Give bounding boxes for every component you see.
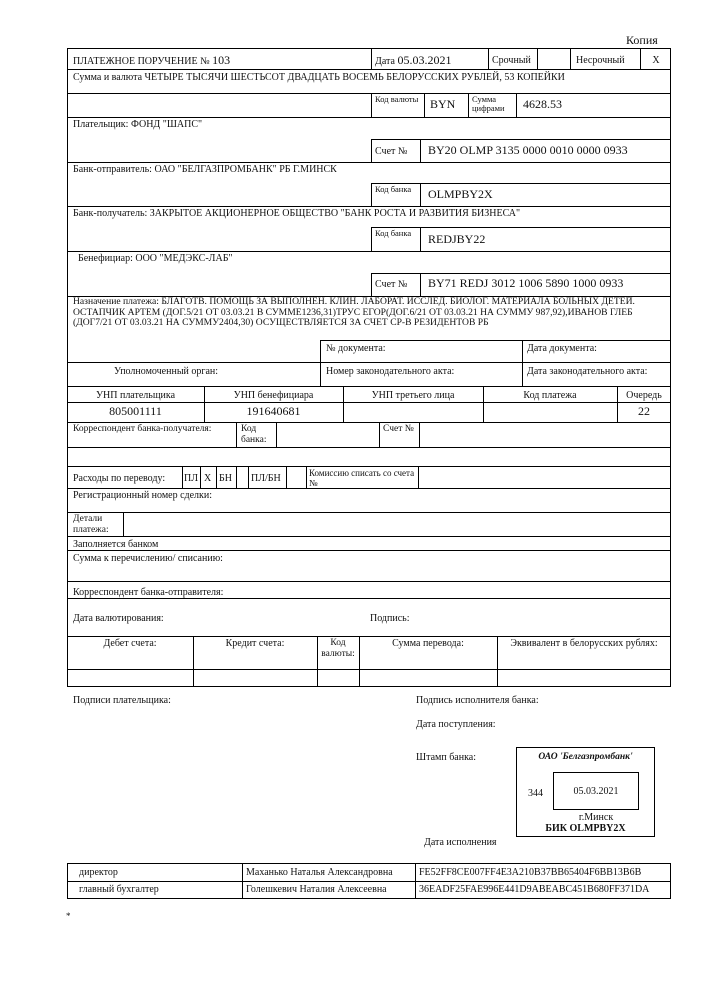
beneficiary-account-label: Счет № <box>375 279 408 290</box>
signer-name: Маханько Наталья Александровна <box>246 867 393 878</box>
stamp-city: г.Минск <box>578 812 614 823</box>
nonurgent-mark: X <box>652 55 660 66</box>
payment-code-label: Код платежа <box>523 390 577 401</box>
sender-bank-code: OLMPBY2X <box>428 187 493 201</box>
unp-beneficiary: 191640681 <box>246 404 301 418</box>
receiver-bank-code: REDJBY22 <box>428 232 486 246</box>
correspondent-account-label: Счет № <box>383 424 414 434</box>
fee-option-x: X <box>204 473 212 484</box>
signer-name: Голешкевич Наталия Алексеевна <box>246 884 387 895</box>
order-number: 103 <box>212 53 231 67</box>
fee-option-bn: БН <box>219 473 232 484</box>
stamp-bic: БИК OLMPBY2X <box>545 823 626 834</box>
executor-signature-label: Подпись исполнителя банка: <box>416 695 539 706</box>
stamp-date: 05.03.2021 <box>573 786 619 797</box>
receipt-date-label: Дата поступления: <box>416 719 496 730</box>
urgent-label: Срочный <box>492 55 531 66</box>
unp-third-party-label: УНП третьего лица <box>371 390 455 401</box>
payer-account-label: Счет № <box>375 146 408 157</box>
currency-code-label-bank: Код валюты: <box>321 638 355 659</box>
bank-fill-title: Заполняется банком <box>73 539 159 550</box>
receiver-correspondent-label: Корреспондент банка-получателя: <box>73 424 212 434</box>
signer-hash: FE52FF8CE007FF4E3A210B37BB65404F6BB13B6B <box>419 867 642 878</box>
form-title: ПЛАТЕЖНОЕ ПОРУЧЕНИЕ № 103 <box>73 53 231 67</box>
transfer-sum-label: Сумма перевода: <box>392 638 464 649</box>
law-date-label: Дата законодательного акта: <box>527 366 648 377</box>
law-number-label: Номер законодательного акта: <box>326 366 455 377</box>
signer-role: директор <box>79 867 118 878</box>
equivalent-label: Эквивалент в белорусских рублях: <box>510 638 658 649</box>
signer-hash: 36EADF25FAE996E441D9ABEABC451B680FF371DA <box>419 884 650 895</box>
authority-label: Уполномоченный орган: <box>114 366 219 377</box>
commission-label: Комиссию списать со счета № <box>309 468 415 488</box>
currency-code-label: Код валюты <box>375 94 419 104</box>
order-date: Дата 05.03.2021 <box>375 53 452 67</box>
payment-purpose: Назначение платежа: БЛАГОТВ. ПОМОЩЬ ЗА ВЫПОЛНЕН. КЛИН. ЛАБОРАТ. ИССЛЕД. БИОЛОГ. МАТЕРИАЛА БОЛЬНЫХ ДЕТЕЙ. ОСТАПЧИК АРТЕМ (ДОГ.5/21 ОТ 03.03.21 В СУММЕ1236,31)ТРУС ЕГОР(ДОГ.6/21 ОТ 03.03.21 НА СУММУ 987,92),ИВАНОВ ГЛЕБ (ДОГ7/21 ОТ 03.03.21 НА СУММУ2404,30) ОСУЩЕСТВЛЯЕТСЯ ЗА СЧЕТ СР-В РЕЗИДЕНТОВ РБ <box>73 296 635 329</box>
correspondent-code-label: Код банка: <box>241 424 267 445</box>
copy-label: Копия <box>626 33 658 47</box>
amount-words: Сумма и валюта ЧЕТЫРЕ ТЫСЯЧИ ШЕСТЬСОТ ДВАДЦАТЬ ВОСЕМЬ БЕЛОРУССКИХ РУБЛЕЙ, 53 КОПЕЙКИ <box>73 72 565 83</box>
payer-signatures-label: Подписи плательщика: <box>73 695 171 706</box>
debit-label: Дебет счета: <box>103 638 157 649</box>
receiver-bank-code-label: Код банка <box>375 228 412 238</box>
amount-figures-label: Сумма цифрами <box>472 94 505 113</box>
signature-label: Подпись: <box>370 613 410 624</box>
doc-number-label: № документа: <box>326 343 386 354</box>
doc-date-label: Дата документа: <box>527 343 597 354</box>
bank-stamp-label: Штамп банка: <box>416 752 476 763</box>
stamp-number: 344 <box>528 788 543 799</box>
execution-date-label: Дата исполнения <box>424 837 497 848</box>
stamp-bank-name: ОАО 'Белгазпромбанк' <box>538 752 633 762</box>
currency-code: BYN <box>430 97 456 111</box>
beneficiary-account: BY71 REDJ 3012 1006 5890 1000 0933 <box>428 276 624 290</box>
unp-beneficiary-label: УНП бенефициара <box>233 390 314 401</box>
registration-label: Регистрационный номер сделки: <box>73 490 213 501</box>
fee-option-pl: ПЛ <box>184 473 199 484</box>
transfer-amount-label: Сумма к перечислению/ списанию: <box>73 553 223 564</box>
footnote-mark: * <box>66 911 71 921</box>
signer-role: главный бухгалтер <box>79 884 159 895</box>
nonurgent-label: Несрочный <box>576 55 625 66</box>
unp-payer-label: УНП плательщика <box>95 390 176 401</box>
sender-bank: Банк-отправитель: ОАО "БЕЛГАЗПРОМБАНК" РБ Г.МИНСК <box>73 164 337 175</box>
payer-account: BY20 OLMP 3135 0000 0010 0000 0933 <box>428 143 628 157</box>
receiver-bank: Банк-получатель: ЗАКРЫТОЕ АКЦИОНЕРНОЕ ОБЩЕСТВО "БАНК РОСТА И РАЗВИТИЯ БИЗНЕСА" <box>73 208 521 219</box>
amount-figures: 4628.53 <box>523 97 562 111</box>
beneficiary: Бенефициар: ООО "МЕДЭКС-ЛАБ" <box>78 253 233 264</box>
queue-value: 22 <box>638 404 650 418</box>
credit-label: Кредит счета: <box>225 638 285 649</box>
payer: Плательщик: ФОНД "ШАПС" <box>73 119 203 130</box>
value-date-label: Дата валютирования: <box>73 613 164 624</box>
sender-bank-code-label: Код банка <box>375 184 412 194</box>
unp-payer: 805001111 <box>109 404 162 418</box>
details-label: Детали платежа: <box>73 514 109 535</box>
sender-correspondent-label: Корреспондент банка-отправителя: <box>73 587 224 598</box>
fees-label: Расходы по переводу: <box>73 473 166 484</box>
fee-option-plbn: ПЛ/БН <box>251 473 281 484</box>
queue-label: Очередь <box>626 390 662 401</box>
